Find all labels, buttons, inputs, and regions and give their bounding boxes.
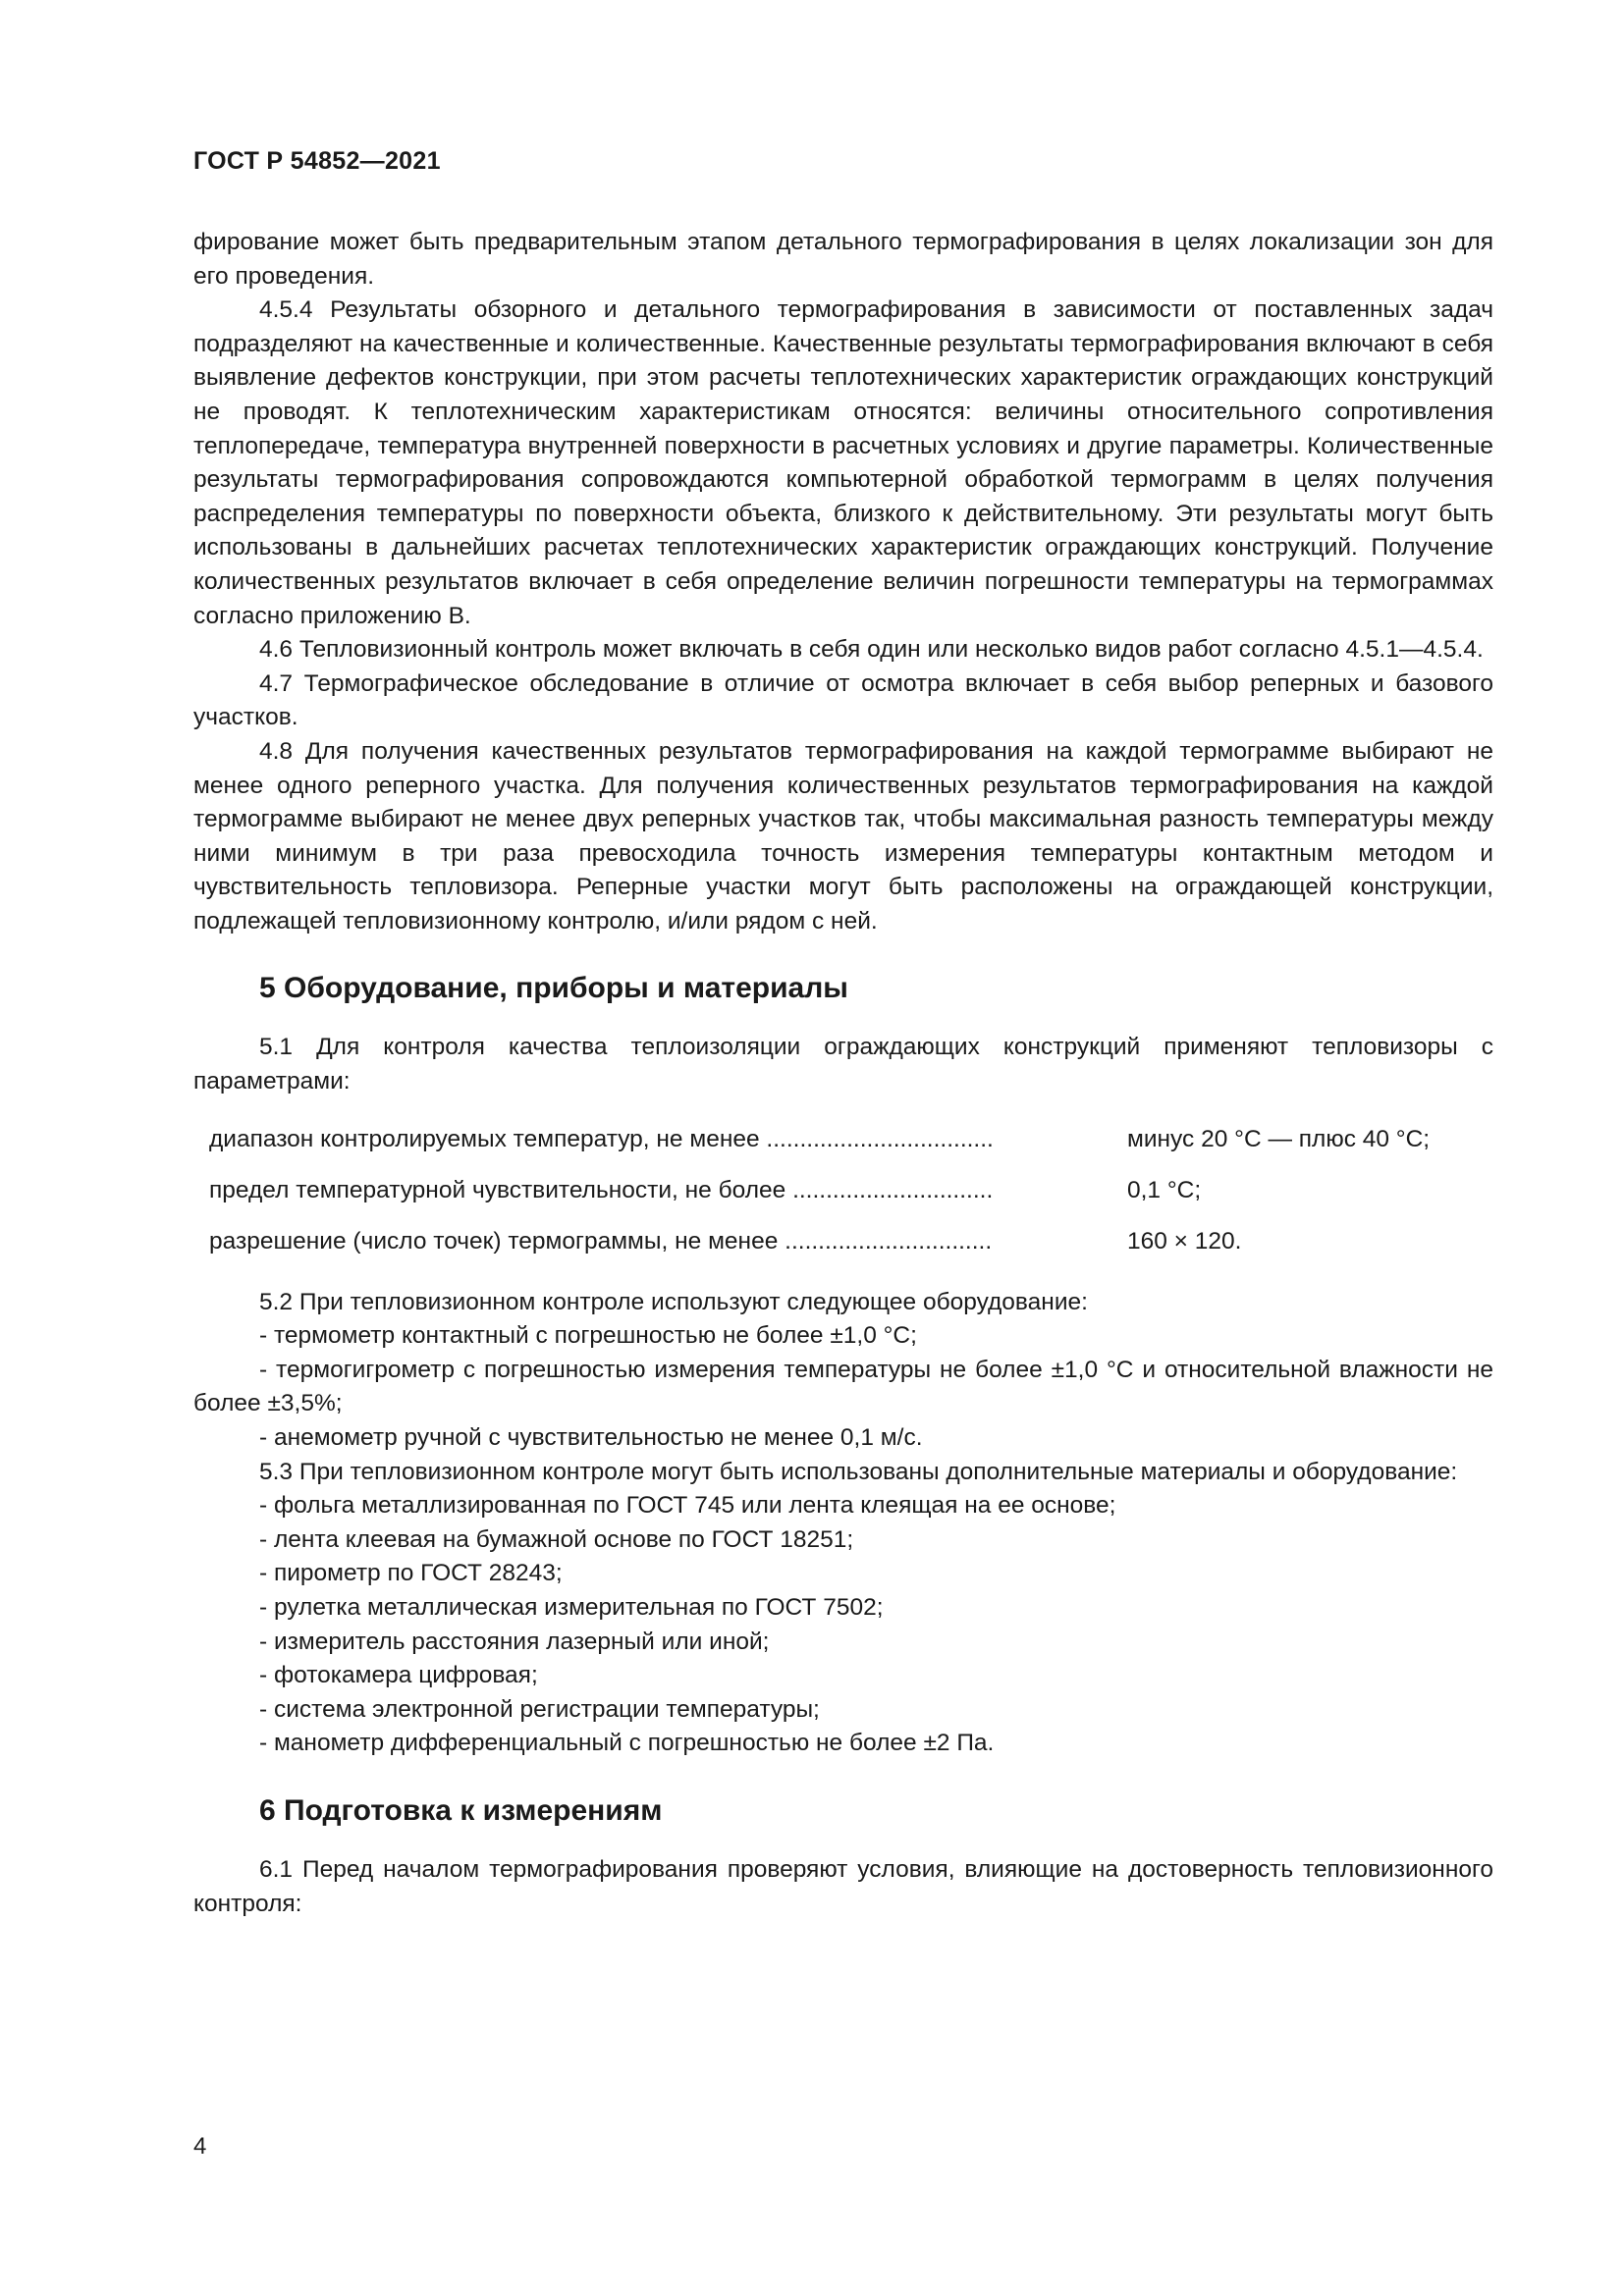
list-item: - термогигрометр с погрешностью измерения температуры не более ±1,0 °С и относительной влажности не более ±3,5%; [193, 1356, 1493, 1417]
list-item: - анемометр ручной с чувствительностью не менее 0,1 м/с. [259, 1424, 923, 1452]
paragraph-4-6: 4.6 Тепловизионный контроль может включать в себя один или несколько видов работ согласно 4.5.1—4.5.4. [259, 636, 1484, 664]
param-label: разрешение (число точек) термограммы, не менее ............................... [209, 1228, 993, 1255]
list-item: - система электронной регистрации температуры; [259, 1695, 820, 1723]
param-label: диапазон контролируемых температур, не менее .................................. [209, 1126, 994, 1153]
thermal-imager-params-table [209, 1115, 1430, 1268]
page-number: 4 [193, 2133, 207, 2160]
param-row [209, 1115, 1430, 1166]
param-label: предел температурной чувствительности, не более .............................. [209, 1177, 994, 1204]
paragraph-4-5-4: 4.5.4 Результаты обзорного и детального термографирования в зависимости от поставленных задач подразделяют на качественные и количественные. Качественные результаты термографирования включают в себя выявление дефектов конструкции, при этом расчеты теплотехнических характеристик ограждающих конструкций не проводят. К теплотехническим характеристикам относятся: величины относительного сопротивления теплопередаче, температура внутренней поверхности в расчетных условиях и другие параметры. Количественные результаты термографирования сопровождаются компьютерной обработкой термограмм в целях получения распределения температуры по поверхности объекта, близкого к действительному. Эти результаты могут быть использованы в дальнейших расчетах теплотехнических характеристик ограждающих конструкций. Получение количественных результатов включает в себя определение величин погрешности температуры на термограммах согласно приложению В. [193, 296, 1493, 629]
document-body [193, 226, 1493, 1921]
paragraph-5-2: 5.2 При тепловизионном контроле используют следующее оборудование: [259, 1288, 1088, 1315]
list-item: - фотокамера цифровая; [259, 1662, 538, 1689]
section-5-heading: 5 Оборудование, приборы и материалы [259, 972, 848, 1005]
param-value: 0,1 °С; [1127, 1177, 1202, 1204]
paragraph-6-1: 6.1 Перед началом термографирования проверяют условия, влияющие на достоверность тепловизионного контроля: [193, 1855, 1493, 1917]
paragraph-4-8: 4.8 Для получения качественных результатов термографирования на каждой термограмме выбирают не менее одного реперного участка. Для получения количественных результатов термографирования на каждой термограмме выбирают не менее двух реперных участков так, чтобы максимальная разность температуры между ними минимум в три раза превосходила точность измерения температуры контактным методом и чувствительность тепловизора. Реперные участки могут быть расположены на ограждающей конструкции, подлежащей тепловизионному контролю, и/или рядом с ней. [193, 737, 1493, 934]
list-item: - лента клеевая на бумажной основе по ГОСТ 18251; [259, 1525, 854, 1553]
list-item: - фольга металлизированная по ГОСТ 745 или лента клеящая на ее основе; [259, 1492, 1116, 1520]
paragraph-continuation: фирование может быть предварительным этапом детального термографирования в целях локализации зон для его проведения. [193, 229, 1493, 290]
section-6-heading: 6 Подготовка к измерениям [259, 1793, 663, 1827]
paragraph-5-3: 5.3 При тепловизионном контроле могут быть использованы дополнительные материалы и оборудование: [259, 1458, 1458, 1485]
standard-code-header: ГОСТ Р 54852—2021 [193, 147, 441, 175]
param-value: 160 × 120. [1127, 1228, 1242, 1255]
list-item: - рулетка металлическая измерительная по ГОСТ 7502; [259, 1594, 884, 1621]
list-item: - измеритель расстояния лазерный или иной; [259, 1628, 770, 1655]
param-value: минус 20 °С — плюс 40 °С; [1127, 1126, 1431, 1153]
list-item: - манометр дифференциальный с погрешностью не более ±2 Па. [259, 1730, 995, 1757]
list-item: - пирометр по ГОСТ 28243; [259, 1560, 563, 1587]
paragraph-4-7: 4.7 Термографическое обследование в отличие от осмотра включает в себя выбор реперных и базового участков. [193, 669, 1493, 731]
param-row [209, 1166, 1430, 1217]
param-row [209, 1217, 1430, 1268]
paragraph-5-1: 5.1 Для контроля качества теплоизоляции ограждающих конструкций применяют тепловизоры с параметрами: [193, 1034, 1493, 1095]
list-item: - термометр контактный с погрешностью не более ±1,0 °С; [259, 1322, 917, 1350]
